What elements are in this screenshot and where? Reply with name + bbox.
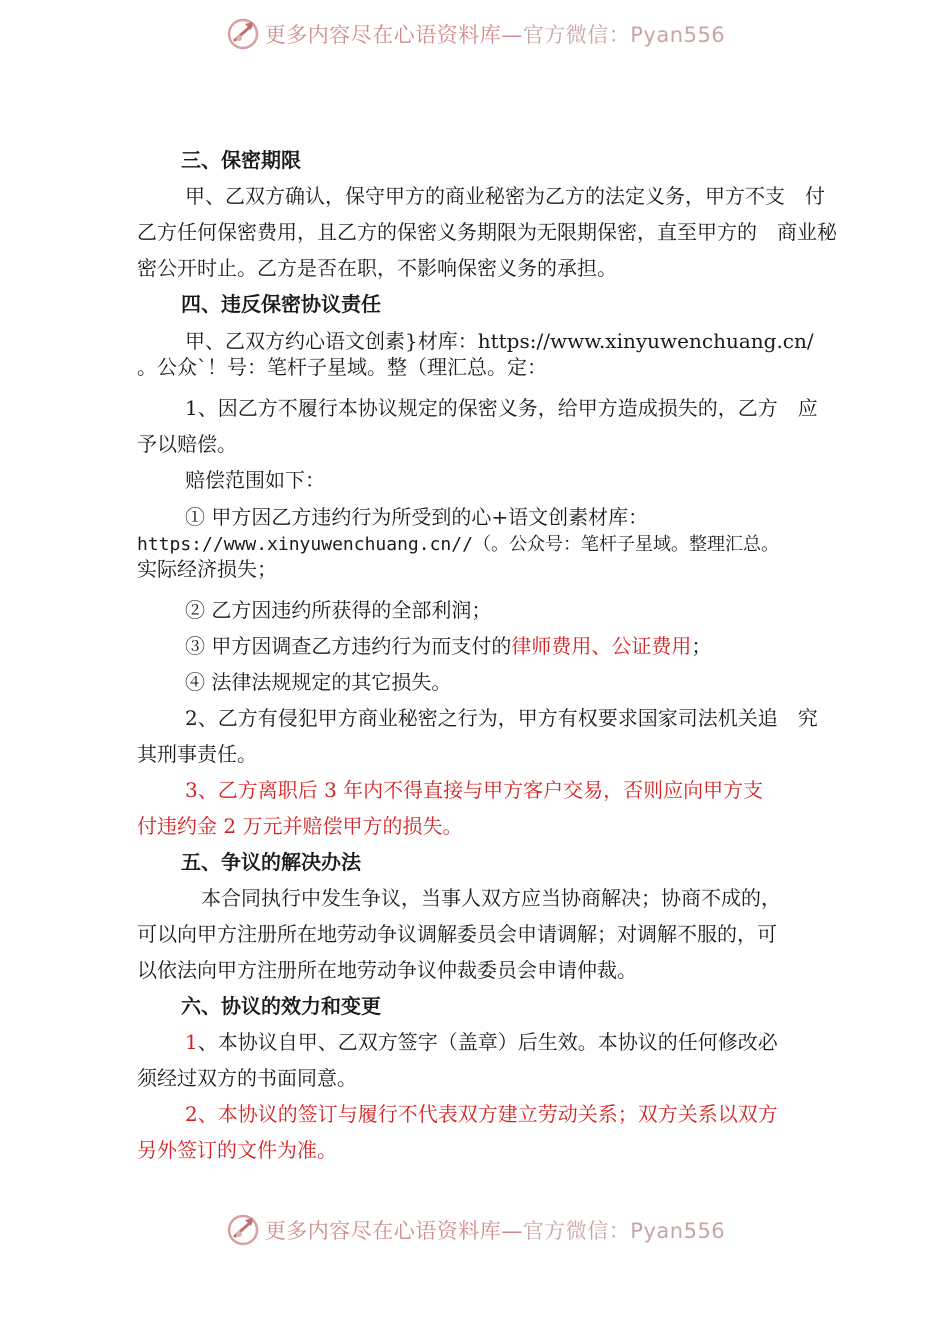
list-item: 付违约金 2 万元并赔偿甲方的损失。: [137, 814, 463, 838]
section-heading-5: 五、争议的解决办法: [181, 850, 361, 874]
paragraph: 甲、乙双方约心语文创素}材库：https://www.xinyuwenchuang.cn/: [185, 329, 814, 353]
section-heading-3: 三、保密期限: [181, 148, 301, 172]
list-item: https://www.xinyuwenchuang.cn//（。公众号：笔杆子星域。整理汇总。: [137, 534, 779, 555]
banner-text: 更多内容尽在心语资料库—官方微信：Pyan556: [264, 1219, 726, 1243]
list-item: 另外签订的文件为准。: [137, 1138, 337, 1162]
list-item: 实际经济损失；: [137, 557, 277, 581]
list-item: 1、本协议自甲、乙双方签字（盖章）后生效。本协议的任何修改必: [185, 1030, 778, 1054]
paragraph: 可以向甲方注册所在地劳动争议调解委员会申请调解；对调解不服的，可: [137, 922, 777, 946]
list-item: 予以赔偿。: [137, 432, 237, 456]
paragraph: 甲、乙双方确认，保守甲方的商业秘密为乙方的法定义务，甲方不支 付: [185, 184, 825, 208]
list-item: 3、乙方离职后 3 年内不得直接与甲方客户交易，否则应向甲方支: [185, 778, 764, 802]
document-body: [137, 142, 857, 1168]
list-item: ④ 法律法规规定的其它损失。: [185, 670, 452, 694]
list-item: 其刑事责任。: [137, 742, 257, 766]
list-item: 2、乙方有侵犯甲方商业秘密之行为，甲方有权要求国家司法机关追 究: [185, 706, 818, 730]
paragraph: 密公开时止。乙方是否在职，不影响保密义务的承担。: [137, 256, 617, 280]
brand-logo-icon: [225, 1212, 261, 1248]
paragraph: 本合同执行中发生争议，当事人双方应当协商解决；协商不成的，: [201, 886, 781, 910]
header-banner: [0, 14, 950, 54]
footer-banner: [0, 1210, 950, 1250]
list-item: 2、本协议的签订与履行不代表双方建立劳动关系；双方关系以双方: [185, 1102, 778, 1126]
paragraph: 赔偿范围如下：: [185, 468, 325, 492]
banner-text: 更多内容尽在心语资料库—官方微信：Pyan556: [264, 23, 726, 47]
list-item: ③ 甲方因调查乙方违约行为而支付的律师费用、公证费用；: [185, 634, 712, 658]
section-heading-6: 六、协议的效力和变更: [181, 994, 381, 1018]
paragraph: 以依法向甲方注册所在地劳动争议仲裁委员会申请仲裁。: [137, 958, 637, 982]
brand-logo-icon: [225, 16, 261, 52]
section-heading-4: 四、违反保密协议责任: [181, 292, 381, 316]
list-item: ① 甲方因乙方违约行为所受到的心+语文创素材库：: [185, 505, 649, 529]
paragraph: 乙方任何保密费用，且乙方的保密义务期限为无限期保密，直至甲方的 商业秘: [137, 220, 837, 244]
list-item: 1、因乙方不履行本协议规定的保密义务，给甲方造成损失的，乙方 应: [185, 396, 818, 420]
list-item: 须经过双方的书面同意。: [137, 1066, 357, 1090]
list-item: ② 乙方因违约所获得的全部利润；: [185, 598, 492, 622]
paragraph: 。公众`！号：笔杆子星域。整（理汇总。定：: [137, 355, 547, 379]
